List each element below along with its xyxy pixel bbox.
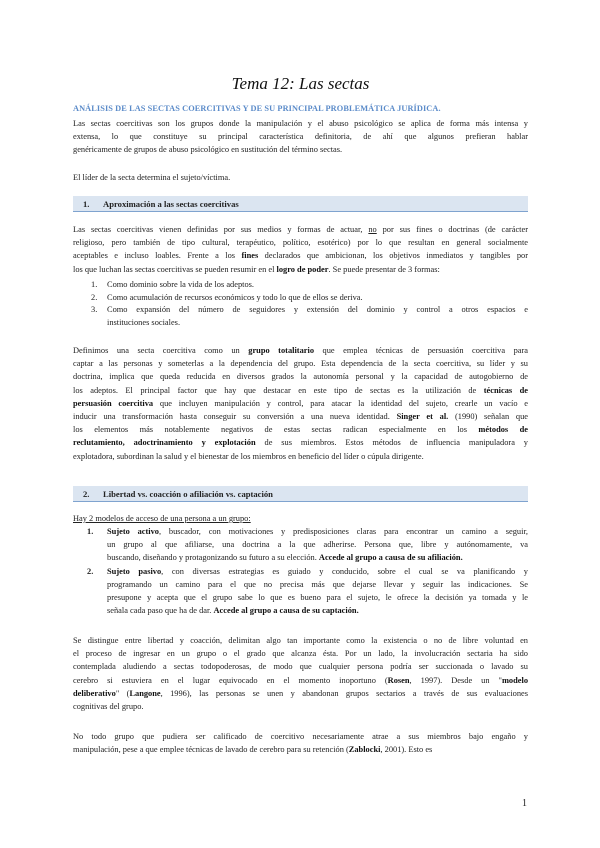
section-1-paragraph-2: Definimos una secta coercitiva como un grupo totalitario que emplea técnicas de persuasión coercitiva para captar a las personas y someterlas a la dependencia del grupo. Esta dependencia de la secta coercitiva, su líder y su doctrina, implica que queda reducida en diversos grados la autonomía personal y la capacidad de autogobierno de los adeptos. El principal factor que hay que destacar en este tipo de sectas es la utilización de técnicas de persuasión coercitiva que incluyen manipulación y control, para atacar la identidad del sujeto, crearle un vacío e inducir una transformación hasta conseguir su conversión a una nueva identidad. Singer et al. (1990) señalan que los elementos más notablemente negativos de estas sectas radican especialmente en los métodos de reclutamiento, adoctrinamiento y explotación de sus miembros. Estos métodos de influencia manipuladora y explotadora, subordinan la salud y el bienestar de los miembros en beneficio del líder o cúpula dirigente. [73, 346, 528, 461]
list-item: 2. Sujeto pasivo, con diversas estrategias es guiado y conducido, sobre el cual se va planificando y programando un camino para el que no precisa más que dejarse llevar y seguir las indicaciones. Se presupone y acepta que el grupo sabe lo que es bueno para el sujeto, le ofrece la decisión ya tomada y le señala cada paso que ha de dar. Accede al grupo a causa de su captación. [87, 566, 528, 616]
intro-paragraph: Las sectas coercitivas son los grupos donde la manipulación y el abuso psicológico se aplica de forma más intensa y extensa, lo que constituye su principal característica definitoria, de ahí que algunos prefieran hablar genéricamente de grupos de abuso psicológico en sustitución del término sectas. [73, 119, 528, 155]
section-2-heading: 2. Libertad vs. coacción o afiliación vs. captación [73, 486, 528, 502]
section-1-heading: 1. Aproximación a las sectas coercitivas [73, 196, 528, 212]
access-models-list [73, 525, 528, 617]
list-item: 3. Como expansión del número de seguidores y extensión del dominio y control a otros espacios e instituciones sociales. [91, 305, 528, 327]
list-item: 1. Como dominio sobre la vida de los adeptos. [91, 280, 255, 289]
section-2-paragraph-1: Se distingue entre libertad y coacción, delimitan algo tan importante como la existencia o no de libre voluntad en el proceso de ingresar en un grupo o el grado que alcanza ésta. Por un lado, la involucración sectaria ha sido contemplada aludiendo a sectas todopoderosas, de modo que cualquier persona podría ser succionada o lavado su cerebro si estuviera en el lugar equivocado en el momento inoportuno (Rosen, 1997). Desde un "modelo deliberativo" (Langone, 1996), las personas se unen y abandonan grupos sectarios a través de sus evaluaciones cognitivas del grupo. [73, 636, 529, 712]
document-subtitle: ANÁLISIS DE LAS SECTAS COERCITIVAS Y DE SU PRINCIPAL PROBLEMÁTICA JURÍDICA. [73, 104, 441, 113]
list-item: 2. Como acumulación de recursos económicos y todo lo que de ellos se deriva. [91, 292, 363, 302]
page-number: 1 [522, 798, 527, 809]
section-2-paragraph-2: No todo grupo que pudiera ser calificado de coercitivo necesariamente atrae a sus miembros bajo engaño y manipulación, pese a que emplee técnicas de lavado de cerebro para su retención (Zablocki, 2001). Esto es [73, 732, 528, 755]
page-title: Tema 12: Las sectas [231, 74, 370, 93]
section-1-paragraph-1: Las sectas coercitivas vienen definidas por sus medios y formas de actuar, no por sus fines o doctrinas (de carácter religioso, pero también de tipo cultural, terapéutico, político, esotérico) por lo que resultan en general socialmente aceptables e incluso loables. Frente a los fines declarados que ambicionan, los objetivos inmediatos y tangibles por los que luchan las sectas coercitivas se pueden resumir en el logro de poder. Se puede presentar de 3 formas: [73, 225, 528, 274]
power-forms-list [73, 279, 528, 329]
models-intro: Hay 2 modelos de acceso de una persona a un grupo: [73, 514, 251, 523]
list-item: 1. Sujeto activo, buscador, con motivaciones y predisposiciones claras para encontrar un camino a seguir, un grupo al que afiliarse, una doctrina a la que adherirse. Persona que, libre y autónomamente, va buscando, diseñando y protagonizando su futuro a su elección. Accede al grupo a causa de su afiliación. [87, 527, 528, 563]
intro-leader-sentence: El líder de la secta determina el sujeto/víctima. [73, 173, 231, 182]
